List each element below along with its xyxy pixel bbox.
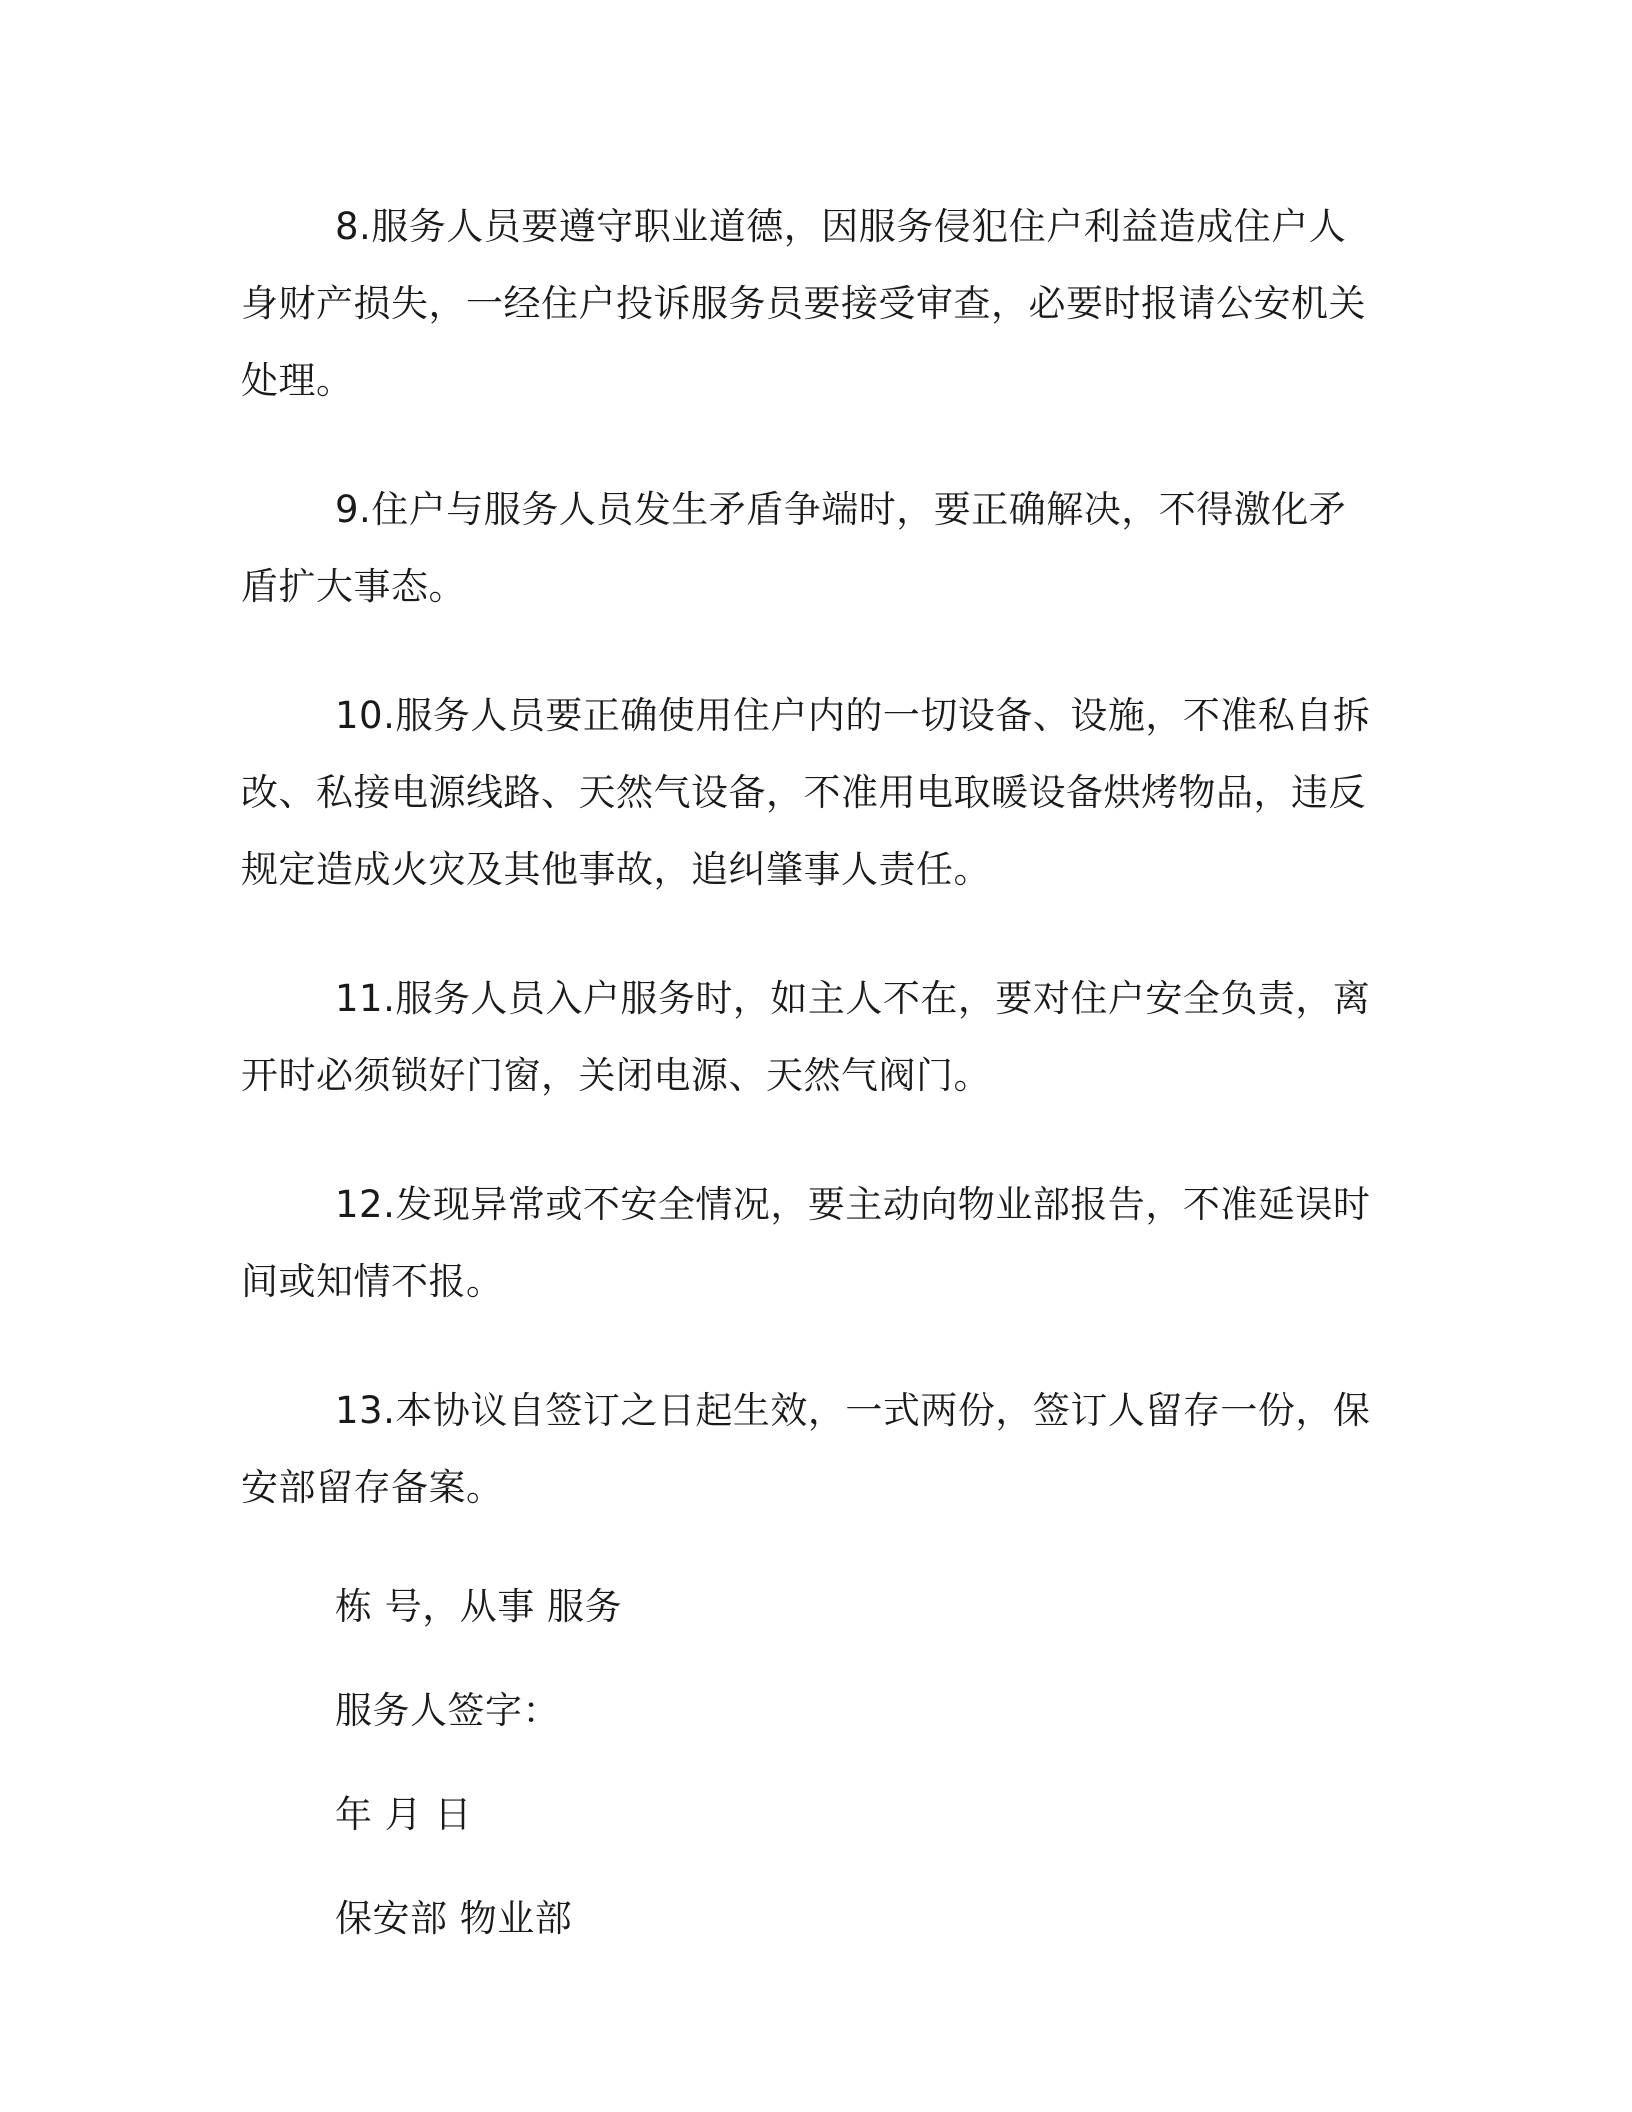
clause-9: 9.住户与服务人员发生矛盾争端时，要正确解决，不得激化矛盾扩大事态。 — [241, 488, 1347, 608]
building-service-line: 栋 号，从事 服务 — [335, 1585, 623, 1628]
clause-11: 11.服务人员入户服务时，如主人不在，要对住户安全负责，离开时必须锁好门窗，关闭电源、天然气阀门。 — [241, 977, 1371, 1097]
departments-line: 保安部 物业部 — [335, 1897, 573, 1940]
clause-13: 13.本协议自签订之日起生效，一式两份，签订人留存一份，保安部留存备案。 — [241, 1389, 1371, 1509]
clause-10: 10.服务人员要正确使用住户内的一切设备、设施，不准私自拆改、私接电源线路、天然气设备，不准用电取暖设备烘烤物品，违反规定造成火灾及其他事故，追纠肇事人责任。 — [241, 694, 1371, 891]
signer-line: 服务人签字： — [335, 1689, 560, 1732]
document-page — [241, 188, 1383, 1994]
clause-12: 12.发现异常或不安全情况，要主动向物业部报告，不准延误时间或知情不报。 — [241, 1183, 1371, 1303]
clause-8: 8.服务人员要遵守职业道德，因服务侵犯住户利益造成住户人身财产损失，一经住户投诉服务员要接受审查，必要时报请公安机关处理。 — [241, 205, 1366, 402]
date-line: 年 月 日 — [335, 1793, 473, 1836]
